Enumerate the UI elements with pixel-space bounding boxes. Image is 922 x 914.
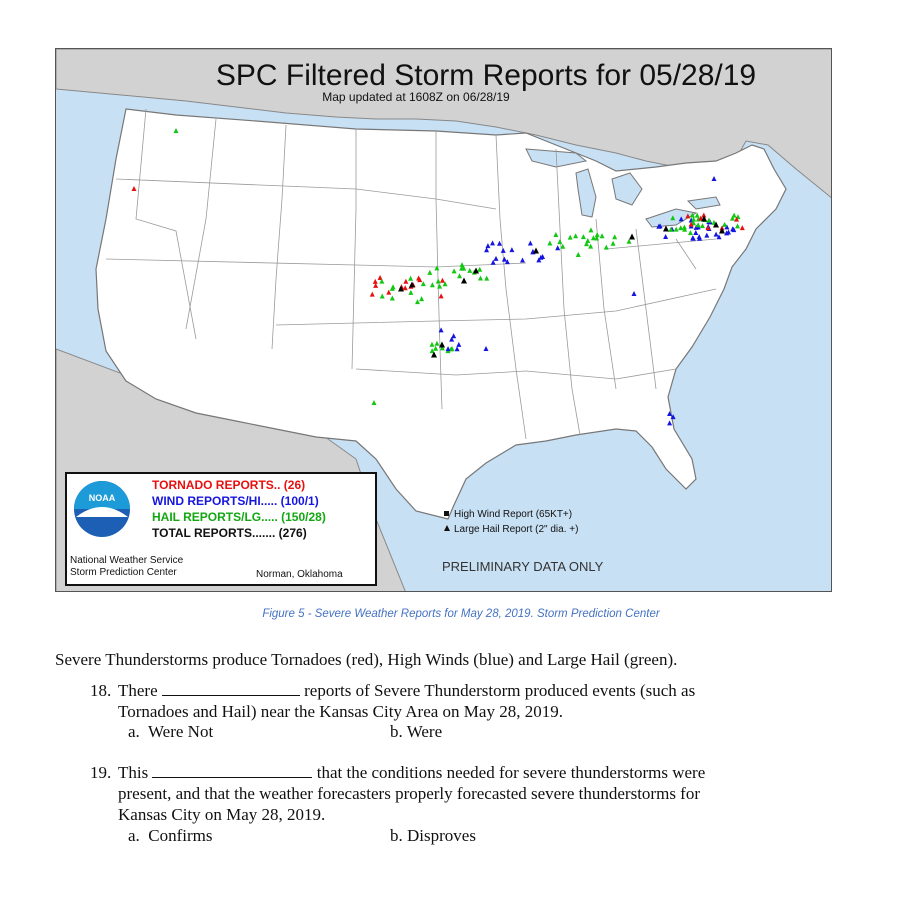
option-a[interactable]: [128, 826, 213, 846]
option-b[interactable]: [390, 826, 476, 846]
intro-text: Severe Thunderstorms produce Tornadoes (red), High Winds (blue) and Large Hail (green).: [55, 650, 678, 669]
option-letter: b.: [390, 722, 403, 741]
key-high-wind: High Wind Report (65KT+): [454, 509, 573, 520]
map-title: SPC Filtered Storm Reports for 05/28/19: [215, 59, 757, 92]
legend-wind: WIND REPORTS/HI..... (100/1): [152, 494, 319, 508]
question-text-post: reports of Severe Thunderstorm produced events (such as: [304, 681, 696, 700]
option-a[interactable]: [128, 722, 213, 742]
map-subtitle: Map updated at 1608Z on 06/28/19: [322, 90, 510, 104]
option-text: Were Not: [148, 722, 214, 741]
figure-caption: Figure 5 - Severe Weather Reports for May 28, 2019. Storm Prediction Center: [262, 608, 660, 620]
key-large-hail: Large Hail Report (2" dia. +): [454, 524, 579, 535]
legend-org-line1: National Weather Service: [70, 555, 184, 566]
question-text-post: that the conditions needed for severe thunderstorms were: [316, 763, 706, 782]
question-number: 19.: [90, 763, 112, 782]
legend-hail: HAIL REPORTS/LG..... (150/28): [152, 510, 326, 524]
legend-org-line2: Storm Prediction Center: [70, 567, 177, 578]
preliminary-label: PRELIMINARY DATA ONLY: [442, 559, 604, 574]
option-text: Were: [406, 722, 443, 741]
legend-tornado: TORNADO REPORTS.. (26): [152, 478, 306, 492]
question-18: [90, 680, 858, 722]
option-text: Disproves: [407, 826, 476, 845]
question-text-line3: Kansas City on May 28, 2019.: [118, 805, 326, 824]
option-letter: a.: [128, 722, 140, 741]
question-number: 18.: [90, 681, 112, 700]
legend-total: TOTAL REPORTS....... (276): [152, 526, 307, 540]
question-text-line2: Tornadoes and Hail) near the Kansas City Area on May 28, 2019.: [118, 702, 563, 721]
question-text-line2: present, and that the weather forecasters properly forecasted severe thunderstorms for: [118, 784, 701, 803]
storm-report-map: [55, 48, 832, 592]
question-text-pre: This: [118, 763, 149, 782]
legend-location: Norman, Oklahoma: [256, 569, 343, 580]
question-text-pre: There: [118, 681, 158, 700]
option-letter: a.: [128, 826, 140, 845]
option-text: Confirms: [148, 826, 213, 845]
legend-box: [66, 473, 376, 585]
answer-blank[interactable]: [152, 762, 312, 778]
option-letter: b.: [390, 826, 403, 845]
option-b[interactable]: [390, 722, 442, 742]
noaa-logo-text: NOAA: [88, 493, 116, 503]
answer-blank[interactable]: [162, 680, 300, 696]
question-19: [90, 762, 858, 825]
